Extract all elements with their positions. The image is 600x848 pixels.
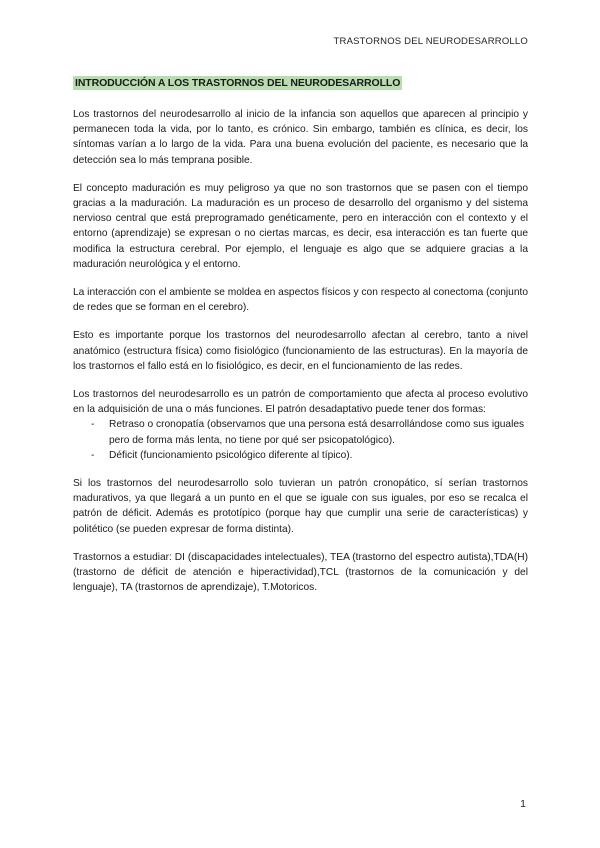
paragraph-trastornos-estudiar: Trastornos a estudiar: DI (discapacidades intelectuales), TEA (trastorno del espectro autista),TDA(H) (trastorno de déficit de atención e hiperactividad),TCL (trastornos de la comunicación y del lenguaje), TA (trastornos de aprendizaje), T.Motoricos.	[73, 551, 528, 594]
document-body	[73, 73, 528, 608]
paragraph-importancia: Esto es importante porque los trastornos del neurodesarrollo afectan al cerebro, tanto a nivel anatómico (estructura física) como fisiológico (funcionamiento de las estructuras). En la mayoría de los trastornos el fallo está en lo fisiológico, es decir, en el funcionamiento de las redes.	[73, 330, 528, 372]
list-item	[73, 448, 528, 463]
bullet-marker: -	[91, 449, 95, 461]
paragraph-patron: Los trastornos del neurodesarrollo es un patrón de comportamiento que afecta al proceso evolutivo en la adquisición de una o más funciones. El patrón desadaptativo puede tener dos formas:	[73, 389, 528, 416]
paragraph-interaccion: La interacción con el ambiente se moldea en aspectos físicos y con respecto al conectoma (conjunto de redes que se forman en el cerebro).	[73, 287, 528, 314]
bullet-marker: -	[91, 419, 95, 431]
paragraph-cronopatico: Si los trastornos del neurodesarrollo solo tuvieran un patrón cronopático, sí serían trastornos madurativos, ya que llegará a un punto en el que se iguale con sus iguales, por eso se recalca el patrón de déficit. Además es prototípico (porque hay que cumplir una serie de características) y politético (se pueden expresar de forma distinta).	[73, 478, 528, 535]
page-number: 1	[520, 798, 526, 810]
paragraph-maduracion: El concepto maduración es muy peligroso ya que no son trastornos que se pasen con el tiempo gracias a la maduración. La maduración es un proceso de desarrollo del organismo y del sistema nervioso central que está preprogramado genéticamente, pero en interacción con el contexto y el entorno (aprendizaje) se expresan o no ciertas marcas, es decir, esa interacción es tan fuerte que modifica la estructura cerebral. Por ejemplo, el lenguaje es algo que se adquiere gracias a la maduración neurológica y el entorno.	[73, 182, 528, 270]
running-header: TRASTORNOS DEL NEURODESARROLLO	[333, 36, 528, 47]
bullet-list-formas	[73, 417, 528, 463]
list-item-text: Retraso o cronopatía (observamos que una persona está desarrollándose como sus iguales pero de forma más lenta, no tiene por qué ser psicopatológico).	[109, 419, 525, 446]
paragraph-intro: Los trastornos del neurodesarrollo al inicio de la infancia son aquellos que aparecen al principio y permanecen toda la vida, por lo tanto, es crónico. Sin embargo, también es clínica, es decir, los síntomas varían a lo largo de la vida. Para una buena evolución del paciente, es necesario que la detección sea lo más temprana posible.	[73, 109, 528, 166]
list-item-text: Déficit (funcionamiento psicológico diferente al típico).	[109, 449, 353, 461]
document-title: INTRODUCCIÓN A LOS TRASTORNOS DEL NEURODESARROLLO	[75, 77, 401, 89]
title-wrapper	[73, 73, 528, 107]
list-item	[73, 417, 528, 447]
